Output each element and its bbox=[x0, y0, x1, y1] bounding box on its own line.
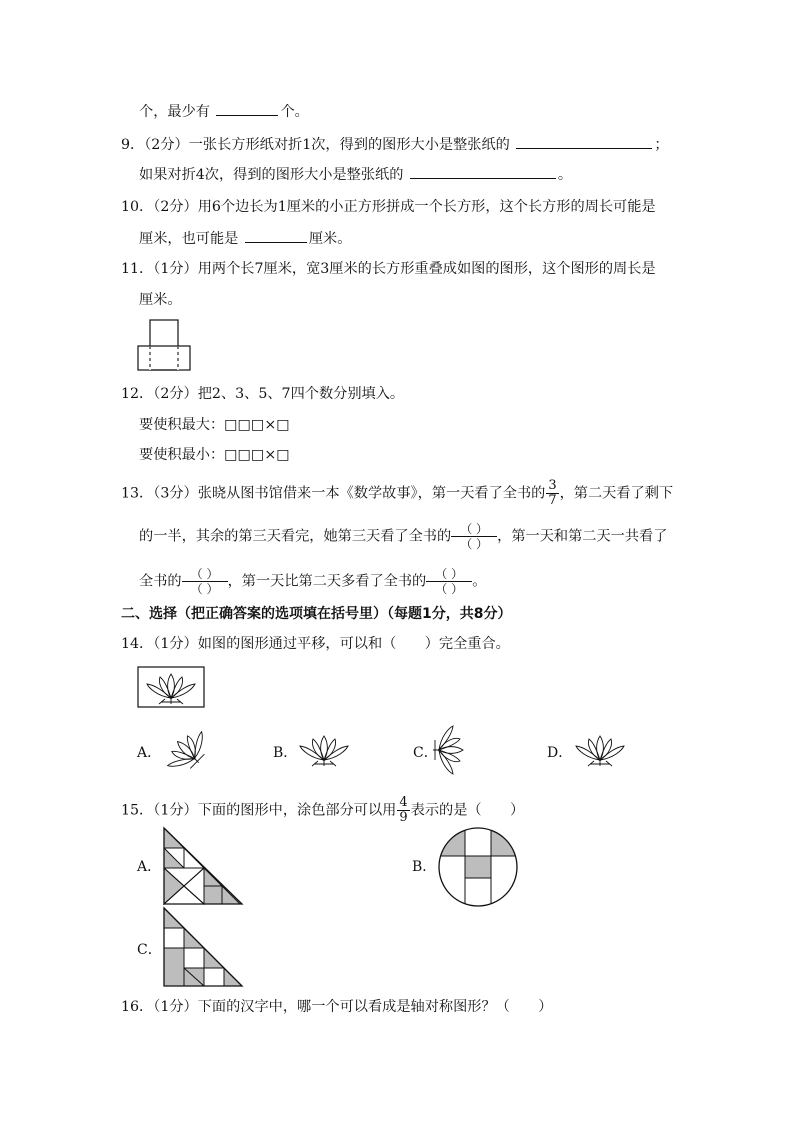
answer-fraction-blank[interactable]: （ ） （ ） bbox=[426, 567, 472, 596]
circle-figure-option-b bbox=[437, 826, 519, 908]
fraction-4-9: $\frac{4}{9}$ bbox=[399, 795, 408, 825]
triangle-figure-option-a bbox=[162, 826, 244, 906]
question-9-line2: 如果对折4次，得到的图形大小是整张纸的 。 bbox=[139, 164, 572, 185]
question-16-line1: 16．（1分）下面的汉字中，哪一个可以看成是轴对称图形？（ ） bbox=[121, 999, 553, 1015]
lotus-sideways-option-c bbox=[430, 722, 472, 778]
question-13-line2: 的一半，其余的第三天看完，她第三天看了全书的 （ ） （ ） ，第一天和第二天一共看了 bbox=[139, 522, 668, 551]
question-12-min: 要使积最小：□□□×□ bbox=[139, 447, 290, 463]
question-12-max: 要使积最大：□□□×□ bbox=[139, 417, 290, 433]
question-13-line3: 全书的 （ ） （ ） ，第一天比第二天多看了全书的 （ ） （ ） 。 bbox=[139, 567, 487, 596]
lotus-upright-option-d bbox=[570, 728, 630, 770]
option-b[interactable]: B． bbox=[273, 745, 298, 761]
fraction-3-7: $\frac{3}{7}$ bbox=[548, 478, 557, 508]
question-12-line1: 12．（2分）把2、3、5、7四个数分别填入。 bbox=[121, 386, 405, 402]
option-c[interactable]: C． bbox=[137, 942, 162, 958]
question-10-line1: 10．（2分）用6个边长为1厘米的小正方形拼成一个长方形，这个长方形的周长可能是 bbox=[121, 199, 656, 215]
answer-blank[interactable] bbox=[216, 101, 278, 116]
question-9-line1: 9．（2分）一张长方形纸对折1次，得到的图形大小是整张纸的 ； bbox=[121, 134, 669, 155]
answer-fraction-blank[interactable]: （ ） （ ） bbox=[182, 567, 228, 596]
option-d[interactable]: D． bbox=[547, 745, 573, 761]
lotus-upright-option-b bbox=[294, 728, 354, 770]
option-a[interactable]: A． bbox=[137, 859, 162, 875]
question-13-line1: 13．（3分）张晓从图书馆借来一本《数学故事》，第一天看了全书的 $\frac{3}{7}$ ，第二天看了剩下 bbox=[121, 478, 674, 508]
question-10-line2: 厘米，也可能是 厘米。 bbox=[139, 228, 351, 249]
answer-fraction-blank[interactable]: （ ） （ ） bbox=[451, 522, 497, 551]
lotus-frame-figure bbox=[137, 666, 205, 708]
question-14-line1: 14．（1分）如图的图形通过平移，可以和（ ）完全重合。 bbox=[121, 636, 510, 652]
section-heading: 二、选择（把正确答案的选项填在括号里）（每题1分，共8分） bbox=[121, 606, 512, 622]
q8-tail: 个，最少有 个。 bbox=[139, 101, 309, 122]
option-b[interactable]: B． bbox=[412, 859, 437, 875]
question-11-line2: 厘米。 bbox=[139, 292, 182, 308]
question-11-line1: 11．（1分）用两个长7厘米，宽3厘米的长方形重叠成如图的图形，这个图形的周长是 bbox=[121, 261, 656, 277]
option-a[interactable]: A． bbox=[137, 745, 162, 761]
answer-blank[interactable] bbox=[245, 228, 307, 243]
option-c[interactable]: C． bbox=[413, 745, 438, 761]
question-15-line1: 15．（1分）下面的图形中，涂色部分可以用 $\frac{4}{9}$ 表示的是（ ） bbox=[121, 795, 525, 825]
overlapping-rectangles-figure bbox=[136, 318, 194, 372]
triangle-figure-option-c bbox=[162, 906, 244, 988]
answer-blank[interactable] bbox=[516, 134, 652, 149]
answer-blank[interactable] bbox=[410, 164, 556, 179]
lotus-rotated-option-a bbox=[158, 724, 214, 776]
